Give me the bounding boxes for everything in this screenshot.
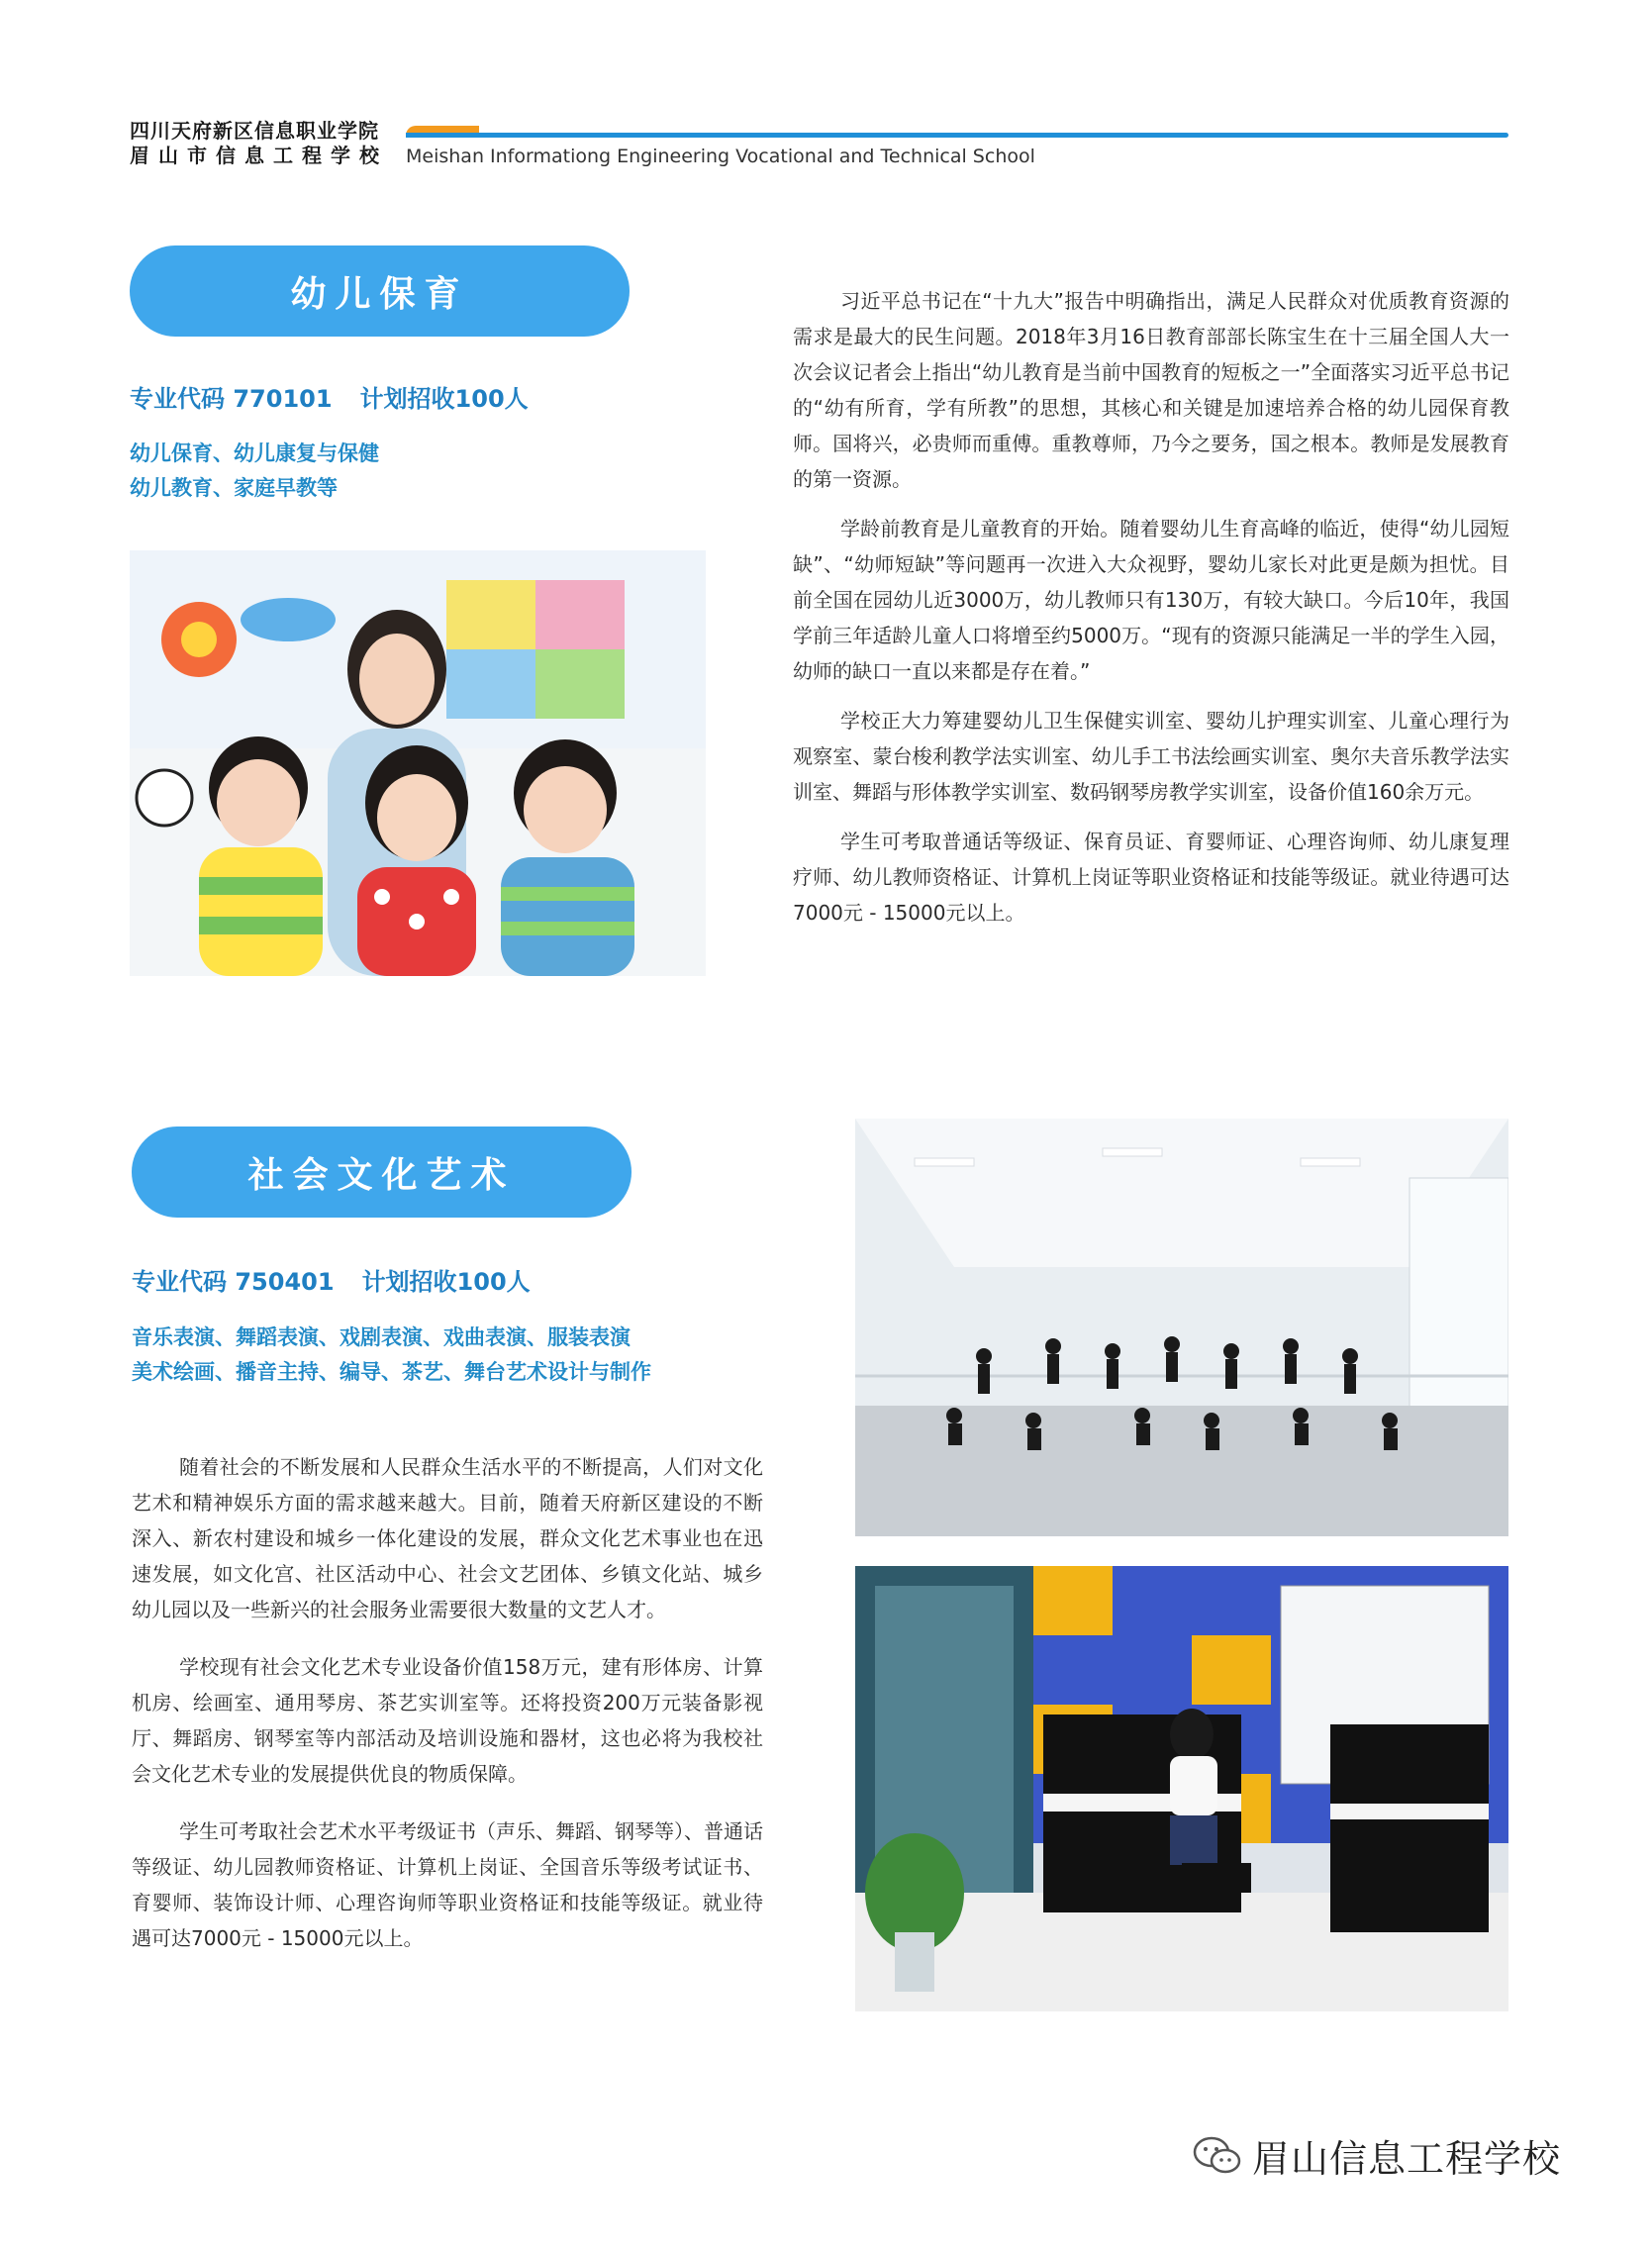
section1-sub1: 幼儿保育、幼儿康复与保健 (130, 441, 379, 465)
section2-title: 社会文化艺术 (247, 1154, 516, 1196)
section2-code: 专业代码 750401 (132, 1268, 335, 1296)
section2-subjects (132, 1321, 651, 1390)
section1-title: 幼儿保育 (290, 273, 469, 315)
school-name-cn-1: 四川天府新区信息职业学院 (130, 119, 379, 143)
footer-account (1193, 2128, 1561, 2183)
section1-body (793, 283, 1509, 944)
section2-paragraph: 随着社会的不断发展和人民群众生活水平的不断提高，人们对文化艺术和精神娱乐方面的需求越来越大。目前，随着天府新区建设的不断深入、新农村建设和城乡一体化建设的发展，群众文化艺术事业也在迅速发展，如文化宫、社区活动中心、社会文艺团体、乡镇文化站、城乡幼儿园以及一些新兴的社会服务业需要很大数量的文艺人才。 (132, 1455, 763, 1621)
section2-sub2: 美术绘画、播音主持、编导、茶艺、舞台艺术设计与制作 (132, 1360, 651, 1384)
section2-paragraph: 学生可考取社会艺术水平考级证书（声乐、舞蹈、钢琴等）、普通话等级证、幼儿园教师资格证、计算机上岗证、全国音乐等级考试证书、育婴师、装饰设计师、心理咨询师等职业资格证和技能等级证。就业待遇可达7000元 - 15000元以上。 (132, 1819, 763, 1950)
school-name-cn-2: 眉山市信息工程学校 (130, 144, 388, 167)
section2-sub1: 音乐表演、舞蹈表演、戏剧表演、戏曲表演、服装表演 (132, 1325, 631, 1349)
kids-teacher-illustration (130, 550, 706, 976)
section1-title-pill (130, 245, 630, 337)
section1-code-line (130, 379, 556, 414)
footer-account-name: 眉山信息工程学校 (1252, 2137, 1562, 2181)
section2-code-line (132, 1262, 558, 1297)
piano-room-photo (855, 1566, 1508, 2011)
dance-studio-photo (855, 1119, 1508, 1536)
section1-paragraph: 学校正大力筹建婴幼儿卫生保健实训室、婴幼儿护理实训室、儿童心理行为观察室、蒙台梭利教学法实训室、幼儿手工书法绘画实训室、奥尔夫音乐教学法实训室、舞蹈与形体教学实训室、数码钢琴房教学实训室，设备价值160余万元。 (793, 709, 1509, 804)
section2-paragraph: 学校现有社会文化艺术专业设备价值158万元，建有形体房、计算机房、绘画室、通用琴房、茶艺实训室等。还将投资200万元装备影视厅、舞蹈房、钢琴室等内部活动及培训设施和器材，这也必将为我校社会文化艺术专业的发展提供优良的物质保障。 (132, 1655, 763, 1786)
section2-title-pill (132, 1126, 632, 1218)
school-name-en: Meishan Informationg Engineering Vocational and Technical School (406, 146, 1035, 167)
section2-body (132, 1449, 763, 1970)
piano-room-illustration (855, 1566, 1508, 2011)
section1-sub2: 幼儿教育、家庭早教等 (130, 476, 338, 500)
section1-paragraph: 习近平总书记在“十九大”报告中明确指出，满足人民群众对优质教育资源的需求是最大的民生问题。2018年3月16日教育部部长陈宝生在十三届全国人大一次会议记者会上指出“幼儿教育是当前中国教育的短板之一”全面落实习近平总书记的“幼有所育，学有所教”的思想，其核心和关键是加速培养合格的幼儿园保育教师。国将兴，必贵师而重傅。重教尊师，乃今之要务，国之根本。教师是发展教育的第一资源。 (793, 289, 1509, 491)
section1-photo (130, 550, 706, 976)
header-divider (406, 133, 1508, 138)
dance-studio-illustration (855, 1119, 1508, 1536)
section1-code: 专业代码 770101 (130, 385, 333, 413)
section1-subjects (130, 437, 379, 506)
section1-plan: 计划招收100人 (359, 385, 529, 413)
section2-plan: 计划招收100人 (361, 1268, 531, 1296)
wechat-icon (1193, 2135, 1242, 2177)
section1-paragraph: 学龄前教育是儿童教育的开始。随着婴幼儿生育高峰的临近，使得“幼儿园短缺”、“幼师短缺”等问题再一次进入大众视野，婴幼儿家长对此更是颇为担忧。目前全国在园幼儿近3000万，幼儿教师只有130万，有较大缺口。今后10年，我国学前三年适龄儿童人口将增至约5000万。“现有的资源只能满足一半的学生入园，幼师的缺口一直以来都是存在着。” (793, 517, 1509, 683)
section1-paragraph: 学生可考取普通话等级证、保育员证、育婴师证、心理咨询师、幼儿康复理疗师、幼儿教师资格证、计算机上岗证等职业资格证和技能等级证。就业待遇可达7000元 - 15000元以上。 (793, 830, 1509, 925)
